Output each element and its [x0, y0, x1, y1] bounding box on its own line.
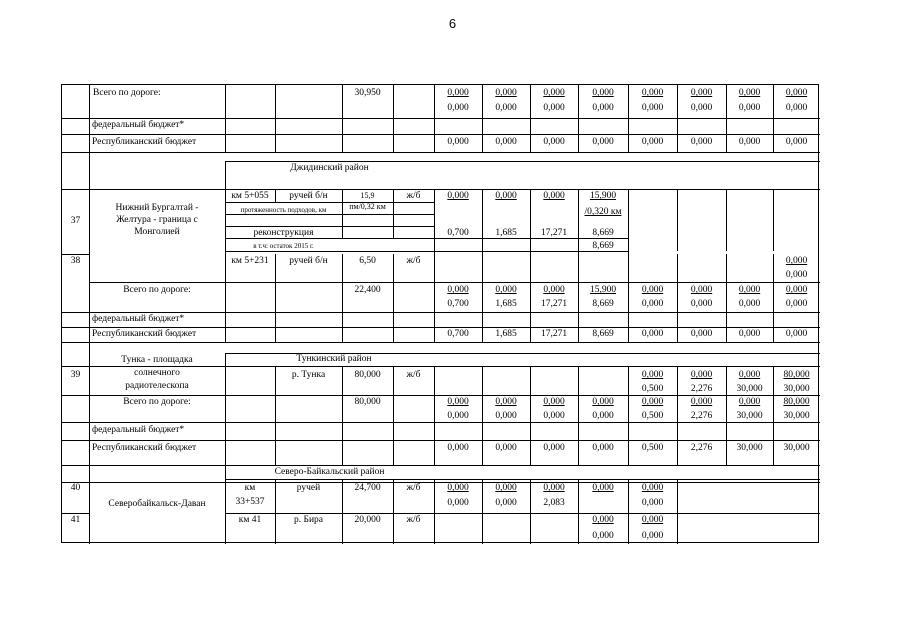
- value-cell: 0,000: [641, 515, 664, 525]
- value-cell: 0,500: [641, 411, 664, 421]
- value-cell: 0,000: [543, 137, 565, 147]
- value-cell: 0,000: [495, 191, 517, 201]
- row-label: федеральный бюджет*: [92, 425, 185, 435]
- value-cell: 2,276: [690, 443, 713, 453]
- grid-line-h: [62, 513, 89, 514]
- grid-line-h: [62, 342, 820, 343]
- value-cell: 0,000: [495, 88, 517, 98]
- value-cell: 0,000: [543, 88, 565, 98]
- value-cell: 8,669: [592, 299, 614, 309]
- grid-line-v: [393, 254, 394, 342]
- grid-line-h: [62, 152, 820, 153]
- grid-line-v: [530, 189, 531, 342]
- value-cell: 0,000: [495, 137, 517, 147]
- value-cell: 0,000: [690, 329, 713, 339]
- value-cell: /0,320 км: [584, 207, 622, 217]
- value-cell: 0,000: [690, 299, 713, 309]
- value-cell: 0,000: [495, 443, 517, 453]
- value-cell: 0,000: [785, 88, 808, 98]
- value-cell: 0,000: [543, 285, 565, 295]
- value-cell: 0,500: [641, 384, 664, 394]
- value-cell: 0,000: [447, 285, 469, 295]
- value-cell: 30,000: [736, 443, 763, 453]
- grid-line-h: [89, 282, 820, 283]
- value-cell: 0,000: [738, 88, 761, 98]
- road-name: Монголией: [134, 227, 180, 237]
- grid-line-h: [225, 161, 820, 162]
- value-cell: 0,000: [785, 285, 808, 295]
- km-cell: км: [244, 483, 256, 493]
- road-name: радиотелескопа: [125, 381, 189, 391]
- value-cell: 2,276: [690, 411, 713, 421]
- value-cell: 0,000: [690, 137, 713, 147]
- value-cell: 0,000: [592, 443, 614, 453]
- length-cell: пм/0,32 км: [349, 202, 386, 211]
- length-cell: 80,000: [354, 397, 381, 407]
- grid-line-h: [62, 422, 820, 423]
- value-cell: 0,500: [641, 443, 664, 453]
- value-cell: 0,000: [495, 411, 517, 421]
- value-cell: 30,000: [736, 411, 763, 421]
- grid-line-h: [225, 202, 434, 203]
- value-cell: 1,685: [495, 299, 517, 309]
- value-cell: 0,000: [690, 103, 713, 113]
- object-cell: р. Тунка: [291, 370, 326, 380]
- value-cell: 0,000: [738, 397, 761, 407]
- type-cell: ж/б: [406, 370, 421, 380]
- value-cell: 0,000: [641, 285, 664, 295]
- value-cell: 0,000: [495, 285, 517, 295]
- grid-line-v: [677, 479, 678, 544]
- value-cell: 2,276: [690, 384, 713, 394]
- note-cell: в т.ч: остаток 2015 г.: [253, 242, 314, 250]
- value-cell: 0,000: [592, 88, 614, 98]
- value-cell: 0,000: [785, 329, 808, 339]
- note-cell: протяженность подходов, км: [240, 206, 327, 214]
- grid-line-h: [62, 327, 820, 328]
- value-cell: 0,000: [641, 137, 664, 147]
- grid-line-h: [62, 312, 820, 313]
- row-number: 37: [70, 216, 81, 226]
- value-cell: 80,000: [783, 397, 810, 407]
- grid-line-v: [393, 202, 394, 238]
- value-cell: 0,000: [447, 411, 469, 421]
- value-cell: 0,000: [543, 191, 565, 201]
- value-cell: 0,000: [641, 370, 664, 380]
- value-cell: 0,000: [495, 483, 517, 493]
- value-cell: 8,669: [592, 228, 614, 238]
- length-cell: 30,950: [354, 88, 381, 98]
- row-label: Всего по дороге:: [93, 88, 161, 98]
- value-cell: 0,700: [447, 329, 469, 339]
- value-cell: 0,000: [447, 103, 469, 113]
- value-cell: 0,000: [690, 285, 713, 295]
- district-name: Тункинский район: [296, 354, 372, 364]
- row-number: 39: [70, 370, 81, 380]
- value-cell: 0,000: [495, 103, 517, 113]
- object-cell: р. Бира: [293, 515, 323, 525]
- value-cell: 0,000: [785, 299, 808, 309]
- value-cell: 0,000: [447, 137, 469, 147]
- value-cell: 8,669: [592, 241, 614, 251]
- value-cell: 0,000: [738, 329, 761, 339]
- grid-line-h: [62, 440, 820, 441]
- road-name: солнечного: [134, 368, 180, 378]
- grid-line-h: [62, 465, 820, 466]
- value-cell: 0,000: [785, 103, 808, 113]
- value-cell: 80,000: [783, 370, 810, 380]
- value-cell: 0,000: [592, 137, 614, 147]
- object-cell: ручей б/н: [289, 256, 328, 266]
- length-cell: 20,000: [354, 515, 381, 525]
- grid-line-h: [62, 118, 820, 119]
- row-label: Республиканский бюджет: [92, 329, 197, 339]
- value-cell: 0,000: [447, 498, 469, 508]
- grid-line-h: [62, 254, 89, 255]
- district-name: Джидинский район: [290, 163, 369, 173]
- value-cell: 17,271: [540, 329, 568, 339]
- value-cell: 0,000: [738, 137, 761, 147]
- km-cell: 33+537: [235, 497, 265, 507]
- district-name: Северо-Байкальский район: [274, 467, 385, 477]
- km-cell: км 41: [238, 515, 262, 525]
- grid-line-v: [393, 85, 394, 152]
- value-cell: 0,000: [592, 531, 614, 541]
- grid-line-v: [89, 85, 90, 544]
- value-cell: 0,000: [447, 483, 469, 493]
- value-cell: 17,271: [540, 228, 568, 238]
- value-cell: 0,000: [785, 137, 808, 147]
- value-cell: 0,000: [495, 397, 517, 407]
- value-cell: 0,700: [447, 299, 469, 309]
- length-cell: 6,50: [359, 256, 376, 266]
- grid-line-v: [275, 85, 276, 152]
- value-cell: 0,000: [592, 411, 614, 421]
- value-cell: 0,000: [738, 370, 761, 380]
- value-cell: 15,900: [589, 285, 617, 295]
- length-cell: 24,700: [354, 483, 381, 493]
- value-cell: 0,000: [543, 397, 565, 407]
- row-number: 40: [70, 483, 81, 493]
- road-name: Северобайкальск-Даван: [108, 499, 206, 509]
- object-cell: ручей: [296, 483, 321, 493]
- value-cell: 0,000: [543, 103, 565, 113]
- row-label: федеральный бюджет*: [92, 120, 185, 130]
- value-cell: 0,000: [785, 270, 808, 280]
- value-cell: 0,000: [738, 103, 761, 113]
- grid-line-v: [773, 189, 774, 251]
- grid-line-h: [62, 366, 820, 367]
- value-cell: 0,000: [447, 397, 469, 407]
- value-cell: 0,000: [738, 299, 761, 309]
- value-cell: 0,000: [447, 88, 469, 98]
- type-cell: ж/б: [406, 191, 421, 201]
- grid-line-h: [225, 226, 434, 227]
- value-cell: 30,000: [736, 384, 763, 394]
- value-cell: 0,000: [641, 498, 664, 508]
- length-cell: 22,400: [354, 285, 381, 295]
- value-cell: 0,000: [641, 88, 664, 98]
- grid-line-h: [225, 513, 820, 514]
- grid-line-h: [225, 479, 820, 480]
- value-cell: 0,000: [592, 483, 614, 493]
- row-label: Всего по дороге:: [123, 397, 191, 407]
- road-name: Желтура - граница с: [116, 215, 198, 225]
- grid-line-h: [62, 395, 820, 396]
- road-name: Тунка - площадка: [121, 355, 193, 365]
- value-cell: 0,000: [447, 443, 469, 453]
- value-cell: 0,000: [543, 483, 565, 493]
- road-name: Нижний Бургалтай -: [115, 203, 199, 213]
- value-cell: 17,271: [540, 299, 568, 309]
- km-cell: км 5+231: [231, 256, 269, 266]
- value-cell: 0,000: [592, 515, 614, 525]
- row-number: 41: [70, 515, 81, 525]
- value-cell: 0,000: [641, 329, 664, 339]
- row-label: Республиканский бюджет: [92, 443, 197, 453]
- value-cell: 2,083: [543, 498, 565, 508]
- note-cell: реконструкция: [253, 228, 314, 238]
- length-cell: 80,000: [354, 370, 381, 380]
- value-cell: 0,000: [641, 531, 664, 541]
- value-cell: 30,000: [783, 384, 810, 394]
- page-number: 6: [448, 16, 457, 31]
- value-cell: 0,000: [543, 443, 565, 453]
- value-cell: 0,000: [785, 256, 808, 266]
- value-cell: 0,000: [447, 191, 469, 201]
- object-cell: ручей б/н: [289, 191, 328, 201]
- value-cell: 0,000: [690, 370, 713, 380]
- grid-line-h: [62, 189, 820, 190]
- grid-line-v: [677, 189, 678, 251]
- km-cell: км 5+055: [231, 191, 269, 201]
- grid-line-v: [482, 189, 483, 342]
- type-cell: ж/б: [406, 483, 421, 493]
- row-number: 38: [70, 256, 81, 266]
- value-cell: 8,669: [592, 329, 614, 339]
- grid-line-h: [62, 134, 820, 135]
- value-cell: 0,000: [690, 397, 713, 407]
- value-cell: 0,000: [738, 285, 761, 295]
- value-cell: 0,700: [447, 228, 469, 238]
- grid-line-v: [342, 254, 343, 342]
- row-label: Всего по дороге:: [123, 285, 191, 295]
- row-label: федеральный бюджет*: [92, 314, 185, 324]
- value-cell: 0,000: [592, 103, 614, 113]
- grid-line-v: [434, 189, 435, 342]
- length-cell: 15,9: [360, 191, 375, 200]
- value-cell: 0,000: [641, 103, 664, 113]
- grid-line-v: [225, 85, 226, 152]
- value-cell: 15,900: [589, 191, 617, 201]
- value-cell: 0,000: [592, 397, 614, 407]
- grid-line-v: [628, 189, 629, 342]
- value-cell: 1,685: [495, 228, 517, 238]
- value-cell: 30,000: [783, 443, 810, 453]
- value-cell: 0,000: [495, 498, 517, 508]
- value-cell: 0,000: [641, 483, 664, 493]
- grid-line-v: [726, 189, 727, 251]
- type-cell: ж/б: [406, 256, 421, 266]
- value-cell: 30,000: [783, 411, 810, 421]
- row-label: Республиканский бюджет: [92, 137, 197, 147]
- value-cell: 0,000: [641, 299, 664, 309]
- grid-line-v: [275, 254, 276, 342]
- value-cell: 0,000: [690, 88, 713, 98]
- road-works-table: [61, 84, 819, 543]
- value-cell: 1,685: [495, 329, 517, 339]
- value-cell: 0,000: [543, 411, 565, 421]
- type-cell: ж/б: [406, 515, 421, 525]
- value-cell: 0,000: [641, 397, 664, 407]
